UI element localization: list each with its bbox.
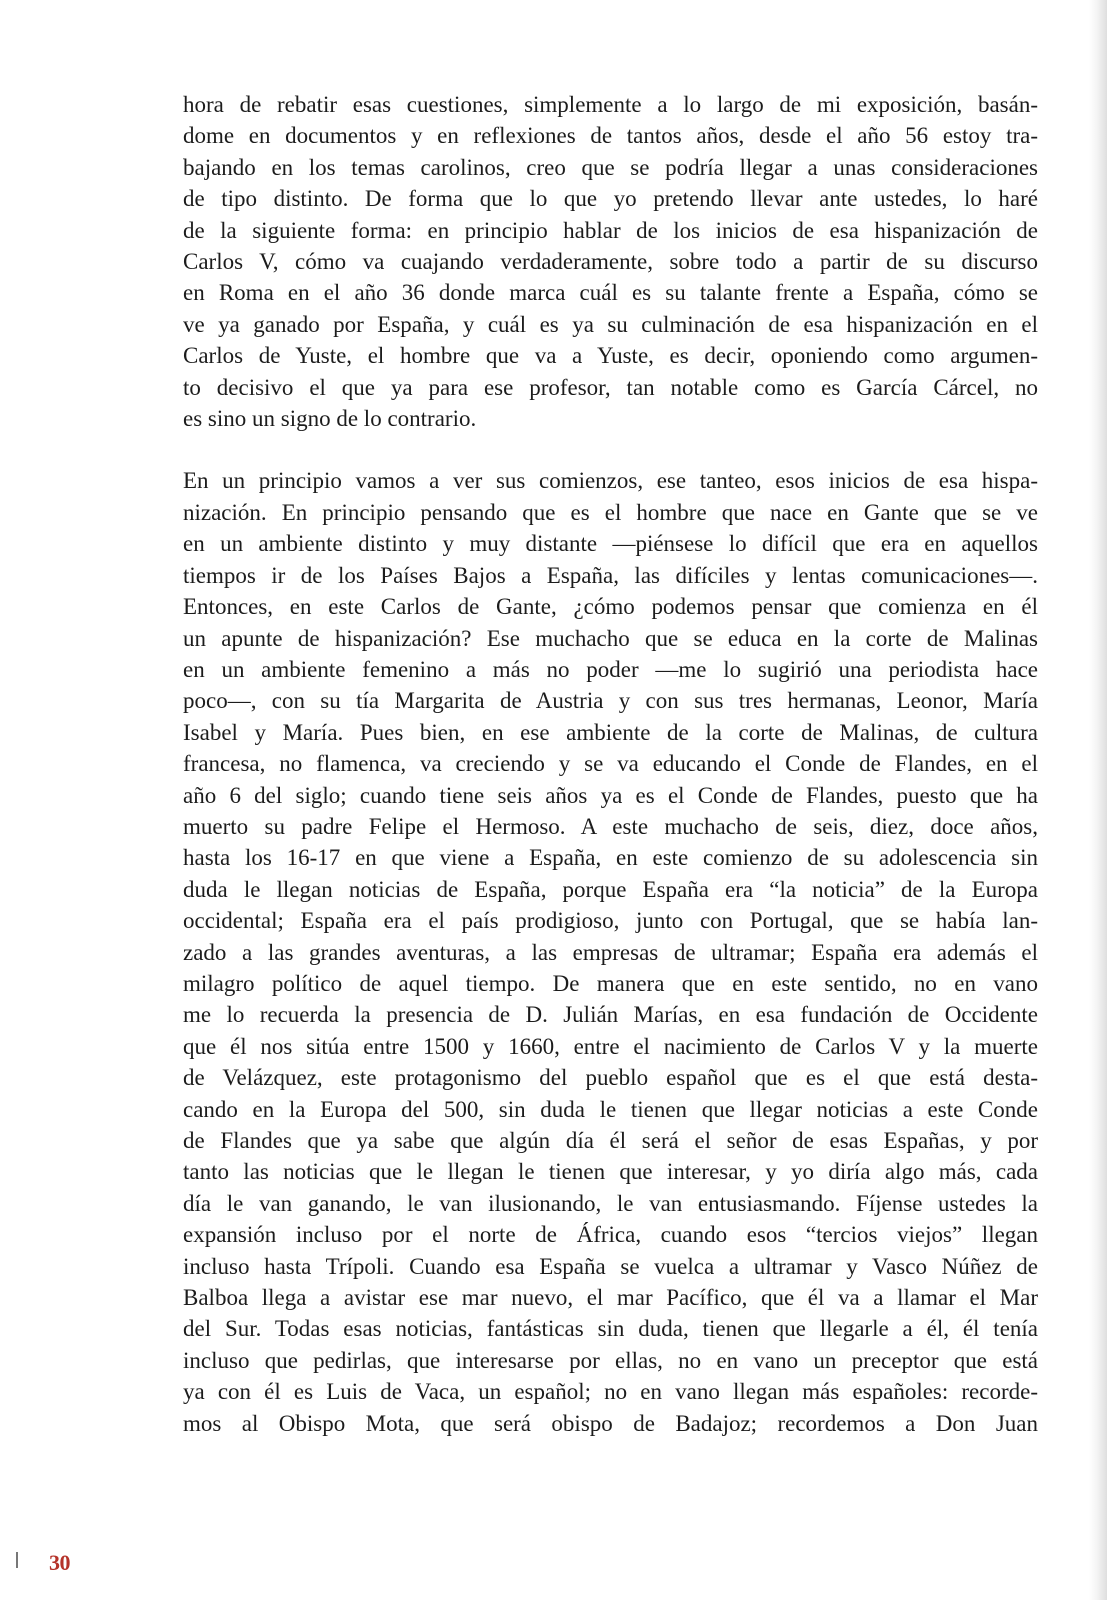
text-line: occidental; España era el país prodigioso, junto con Portugal, que se había lan- [183,908,1038,934]
text-line: Balboa llega a avistar ese mar nuevo, el mar Pacífico, que él va a llamar el Mar [183,1285,1038,1311]
text-line: francesa, no flamenca, va creciendo y se va educando el Conde de Flandes, en el [183,751,1038,777]
text-line: de Velázquez, este protagonismo del pueblo español que es el que está desta- [183,1065,1038,1091]
text-line: zado a las grandes aventuras, a las empresas de ultramar; España era además el [183,939,1038,965]
text-line: bajando en los temas carolinos, creo que se podría llegar a unas consideraciones [183,154,1038,180]
text-line: un apunte de hispanización? Ese muchacho que se educa en la corte de Malinas [183,625,1038,651]
text-line: me lo recuerda la presencia de D. Julián Marías, en esa fundación de Occidente [183,1002,1038,1028]
text-line: hora de rebatir esas cuestiones, simplemente a lo largo de mi exposición, basán- [183,92,1038,117]
page-number: 30 [49,1550,70,1575]
text-line: año 6 del siglo; cuando tiene seis años ya es el Conde de Flandes, puesto que ha [183,782,1038,808]
text-line: incluso que pedirlas, que interesarse por ellas, no en vano un preceptor que está [183,1347,1038,1373]
paragraph-2 [183,465,1038,1439]
text-line: Carlos de Yuste, el hombre que va a Yuste, es decir, oponiendo como argumen- [183,343,1038,369]
text-line: de Flandes que ya sabe que algún día él será el señor de esas Españas, y por [183,1128,1038,1153]
text-line: En un principio vamos a ver sus comienzos, ese tanteo, esos inicios de esa hispa- [183,468,1038,494]
paragraph-1 [183,89,1038,434]
text-line: de la siguiente forma: en principio hablar de los inicios de esa hispanización de [183,217,1038,243]
text-line: dome en documentos y en reflexiones de tantos años, desde el año 56 estoy tra- [183,123,1038,149]
body-text [183,89,1038,1439]
text-line: hasta los 16-17 en que viene a España, en este comienzo de su adolescencia sin [183,845,1038,871]
text-line: de tipo distinto. De forma que lo que yo pretendo llevar ante ustedes, lo haré [183,186,1038,212]
text-line: mos al Obispo Mota, que será obispo de Badajoz; recordemos a Don Juan [183,1410,1038,1436]
text-line: en un ambiente femenino a más no poder —me lo sugirió una periodista hace [183,656,1038,682]
text-line: incluso hasta Trípoli. Cuando esa España se vuelca a ultramar y Vasco Núñez de [183,1253,1038,1279]
margin-mark [16,1552,18,1568]
text-line: tanto las noticias que le llegan le tienen que interesar, y yo diría algo más, cada [183,1159,1038,1185]
text-line: expansión incluso por el norte de África, cuando esos “tercios viejos” llegan [183,1222,1038,1248]
text-line: del Sur. Todas esas noticias, fantásticas sin duda, tienen que llegarle a él, él tenía [183,1316,1038,1342]
text-line: poco—, con su tía Margarita de Austria y con sus tres hermanas, Leonor, María [183,688,1038,714]
page-edge-shadow [1089,0,1107,1600]
text-line: en Roma en el año 36 donde marca cuál es su talante frente a España, cómo se [183,280,1038,306]
text-line: nización. En principio pensando que es el hombre que nace en Gante que se ve [183,499,1038,525]
text-line: ve ya ganado por España, y cuál es ya su culminación de esa hispanización en el [183,311,1038,337]
text-line: milagro político de aquel tiempo. De manera que en este sentido, no en vano [183,970,1038,996]
text-line: duda le llegan noticias de España, porque España era “la noticia” de la Europa [183,876,1038,902]
text-line: Entonces, en este Carlos de Gante, ¿cómo podemos pensar que comienza en él [183,594,1038,620]
text-line: en un ambiente distinto y muy distante —piénsese lo difícil que era en aquellos [183,531,1038,557]
text-line: Isabel y María. Pues bien, en ese ambiente de la corte de Malinas, de cultura [183,719,1038,745]
text-line: to decisivo el que ya para ese profesor, tan notable como es García Cárcel, no [183,374,1038,400]
text-line: día le van ganando, le van ilusionando, le van entusiasmando. Fíjense ustedes la [183,1190,1038,1216]
text-line: ya con él es Luis de Vaca, un español; no en vano llegan más españoles: recorde- [183,1379,1038,1405]
text-line: cando en la Europa del 500, sin duda le tienen que llegar noticias a este Conde [183,1096,1038,1122]
text-line: Carlos V, cómo va cuajando verdaderamente, sobre todo a partir de su discurso [183,249,1038,275]
text-line: que él nos sitúa entre 1500 y 1660, entre el nacimiento de Carlos V y la muerte [183,1033,1038,1059]
text-line: es sino un signo de lo contrario. [183,406,477,432]
text-line: muerto su padre Felipe el Hermoso. A este muchacho de seis, diez, doce años, [183,813,1038,839]
text-line: tiempos ir de los Países Bajos a España, las difíciles y lentas comunicaciones—. [183,562,1038,588]
